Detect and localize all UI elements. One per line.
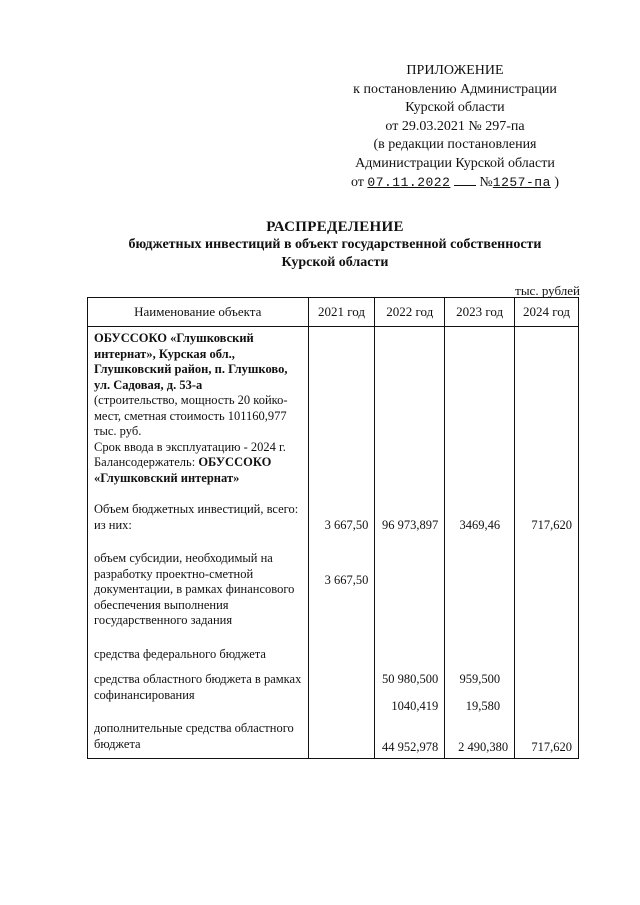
document-title <box>60 218 610 272</box>
header-name: Наименование объекта <box>88 298 309 327</box>
cell-federal-2022: 50 980,500 <box>381 672 439 686</box>
header-2021: 2021 год <box>308 298 375 327</box>
appendix-header <box>330 62 580 193</box>
appendix-line-1: к постановлению Администрации <box>353 81 557 97</box>
row-additional-label: дополнительные средства областного бюджета <box>94 721 294 751</box>
cell-total-2024: 717,620 <box>531 518 572 532</box>
header-2023: 2023 год <box>445 298 515 327</box>
title-sub-2: Курской области <box>281 255 389 270</box>
appendix-date-line <box>330 173 580 193</box>
col-2023 <box>445 327 515 759</box>
holder-label: Балансодержатель: <box>94 455 196 469</box>
col-2021 <box>308 327 375 759</box>
appendix-date: 07.11.2022 <box>367 175 451 190</box>
appendix-line-4: (в редакции постановления <box>373 137 537 152</box>
cell-total-2021: 3 667,50 <box>324 518 369 532</box>
header-2024: 2024 год <box>515 298 579 327</box>
object-desc: (строительство, мощность 20 койко-мест, сметная стоимость 101160,977 тыс. руб. <box>94 393 288 438</box>
appendix-closing: ) <box>554 175 560 190</box>
cell-additional-2022: 44 952,978 <box>381 740 439 754</box>
appendix-number-label: № <box>479 175 493 190</box>
col-2024 <box>515 327 579 759</box>
appendix-from-label: от <box>350 175 364 190</box>
appendix-number: 1257-па <box>492 175 551 190</box>
cell-regional-2023: 19,580 <box>465 699 501 713</box>
object-name: ОБУССОКО «Глушковский интернат», Курская обл., Глушковский район, п. Глушково, ул. Садовая, д. 53-а <box>94 331 288 392</box>
cell-subsidy-2021: 3 667,50 <box>324 573 369 587</box>
table-body-row <box>88 327 579 759</box>
cell-total-2023: 3469,46 <box>459 518 501 532</box>
object-cell <box>88 327 309 759</box>
table-header-row <box>88 298 579 327</box>
title-sub-1: бюджетных инвестиций в объект государственной собственности <box>128 237 542 252</box>
appendix-line-3: от 29.03.2021 № 297-па <box>385 118 525 134</box>
row-total-sub: из них: <box>94 517 132 532</box>
row-subsidy-label: объем субсидии, необходимый на разработку проектно-сметной документации, в рамках финансового обеспечения выполнения государственного задания <box>94 551 295 627</box>
holder-name: ОБУССОКО «Глушковский интернат» <box>94 455 272 485</box>
cell-additional-2023: 2 490,380 <box>458 740 509 754</box>
object-term: Срок ввода в эксплуатацию - 2024 г. <box>94 439 286 454</box>
cell-total-2022: 96 973,897 <box>381 518 439 532</box>
cell-federal-2023: 959,500 <box>459 672 501 686</box>
appendix-title: ПРИЛОЖЕНИЕ <box>406 63 504 78</box>
header-2022: 2022 год <box>375 298 445 327</box>
units-label: тыс. рублей <box>515 283 580 298</box>
row-total-label: Объем бюджетных инвестиций, всего: <box>94 502 299 516</box>
row-federal-label: средства федерального бюджета <box>94 646 266 661</box>
col-2022 <box>375 327 445 759</box>
appendix-date-blank <box>454 173 476 186</box>
cell-additional-2024: 717,620 <box>531 740 572 754</box>
object-holder <box>94 455 302 486</box>
cell-regional-2022: 1040,419 <box>391 699 439 713</box>
row-regional-label: средства областного бюджета в рамках софинансирования <box>94 672 302 702</box>
title-main: РАСПРЕДЕЛЕНИЕ <box>266 219 404 235</box>
appendix-line-5: Администрации Курской области <box>355 155 555 171</box>
investment-table <box>87 297 579 759</box>
appendix-line-2: Курской области <box>405 100 505 115</box>
